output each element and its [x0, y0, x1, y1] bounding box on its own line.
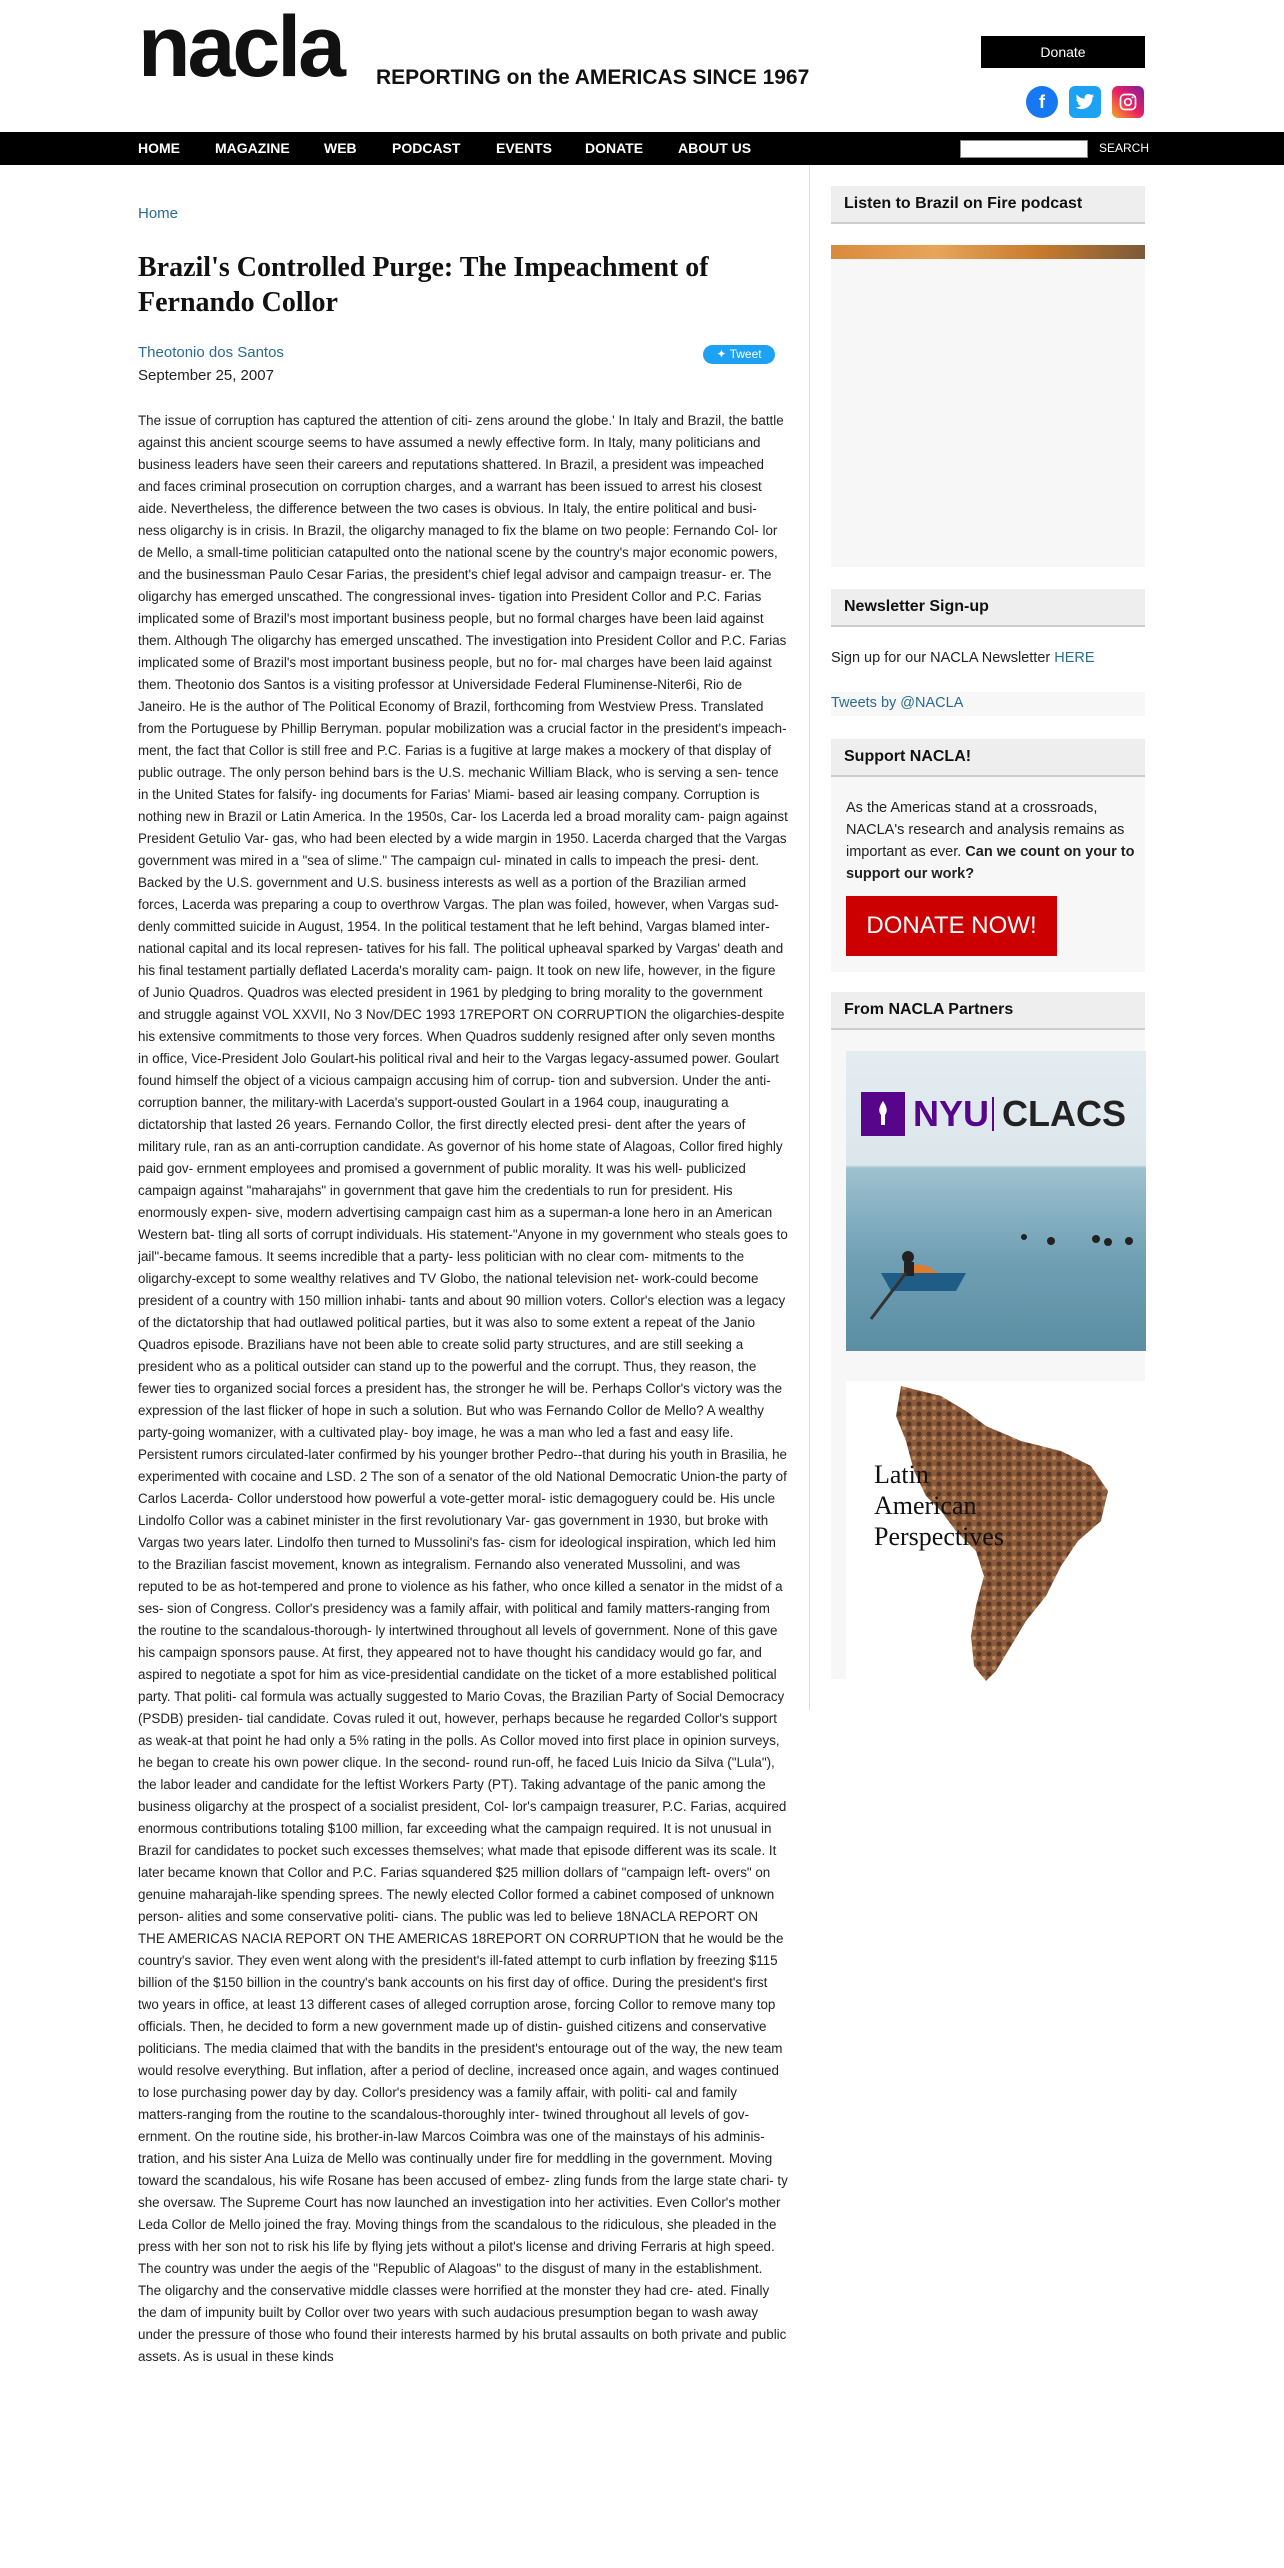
site-tagline: REPORTING on the AMERICAS SINCE 1967	[376, 66, 810, 89]
main-nav	[0, 132, 1284, 165]
article-author[interactable]: Theotonio dos Santos	[138, 344, 284, 361]
clacs-label: CLACS	[1002, 1093, 1126, 1134]
nav-web[interactable]: WEB	[324, 140, 357, 156]
lap-ad[interactable]	[846, 1381, 1146, 1681]
newsletter-text	[831, 650, 1095, 666]
donate-now-button[interactable]: DONATE NOW!	[846, 896, 1057, 956]
partners-heading: From NACLA Partners	[831, 992, 1145, 1030]
support-ask: Can we count on your to support our work?	[846, 844, 1135, 882]
nyu-label: NYU	[913, 1093, 990, 1134]
lap-line-2: American	[874, 1491, 977, 1520]
site-header	[0, 0, 1284, 132]
article-date: September 25, 2007	[138, 367, 274, 384]
nav-podcast[interactable]: PODCAST	[392, 140, 461, 156]
instagram-icon[interactable]	[1112, 86, 1144, 118]
lap-title	[874, 1459, 1004, 1552]
tweets-widget	[831, 692, 1145, 716]
site-logo[interactable]: nacla	[138, 0, 343, 95]
support-text	[846, 797, 1136, 885]
nyu-clacs-ad[interactable]	[846, 1051, 1146, 1351]
tweet-label: Tweet	[729, 347, 762, 361]
nav-donate[interactable]: DONATE	[585, 140, 644, 156]
podcast-heading: Listen to Brazil on Fire podcast	[831, 186, 1145, 224]
article-body: The issue of corruption has captured the attention of citi- zens around the globe.' In Italy and Brazil, the battle against this ancient scourge seems to have assumed a newly effective form. In Italy, many politicians and business leaders have seen their careers and reputations shattered. In Brazil, a president was impeached and faces criminal prosecution on corruption charges, and a warrant has been issued to arrest his closest aide. Nevertheless, the difference between the two cases is obvious. In Italy, the entire political and busi- ness oligarchy is in crisis. In Brazil, the oligarchy managed to fix the blame on two people: Fernando Col- lor de Mello, a small-time politician catapulted onto the national scene by the country's major economic powers, and the businessman Paulo Cesar Farias, the president's chief legal advisor and campaign treasur- er. The oligarchy has emerged unscathed. The congressional inves- tigation into President Collor and P.C. Farias implicated some of Brazil's most important business people, but no formal charges have been laid against them. Although The oligarchy has emerged unscathed. The investigation into President Collor and P.C. Farias implicated some of Brazil's most important business people, but no for- mal charges have been laid against them. Theotonio dos Santos is a visiting professor at Universidade Federal Fluminense-Niter6i, Rio de Janeiro. He is the author of The Political Economy of Brazil, forthcoming from Westview Press. Translated from the Portuguese by Phillip Berryman. popular mobilization was a crucial factor in the president's impeach- ment, the fact that Collor is still free and P.C. Farias is a fugitive at large makes a mockery of that display of public outrage. The only person behind bars is the U.S. mechanic William Black, who is serving a sen- tence in the United States for falsify- ing documents for Farias' Miami- based air leasing company. Corruption is nothing new in Brazil or Latin America. In the 1950s, Car- los Lacerda led a broad morality cam- paign against President Getulio Var- gas, who had been elected by a wide margin in 1950. Lacerda charged that the Vargas government was mired in a "sea of slime." The campaign cul- minated in calls to impeach the presi- dent. Backed by the U.S. government and U.S. business interests as well as a portion of the Brazilian armed forces, Lacerda was preparing a coup to overthrow Vargas. The plan was foiled, however, when Vargas sud- denly committed suicide in August, 1954. In the political testament that he left behind, Vargas blamed inter- national capital and its local represen- tatives for his fall. The political upheaval sparked by Vargas' death and his final testament partially deflated Lacerda's morality cam- paign. It took on new life, however, in the figure of Junio Quadros. Quadros was elected president in 1961 by pledging to bring morality to the government and struggle against VOL XXVII, No 3 Nov/DEC 1993 17REPORT ON CORRUPTION the oligarchies-despite his extensive commitments to those very forces. When Quadros suddenly resigned after only seven months in office, Vice-President Jolo Goulart-his political rival and heir to the Vargas legacy-assumed power. Goulart found himself the object of a vicious campaign accusing him of corrup- tion and subversion. Under the anti-corruption banner, the military-with Lacerda's support-ousted Goulart in a 1964 coup, inaugurating a dictatorship that lasted 26 years. Fernando Collor, the first directly elected presi- dent after the years of military rule, ran as an anti-corruption candidate. As governor of his home state of Alagoas, Collor fired highly paid gov- ernment employees and promised a government of public morality. It was his well- publicized campaign against "maharajahs" in government that gave him the credentials to run for president. His enormously expen- sive, modern advertising campaign cast him as a superman-a lone hero in an American Western bat- tling all sorts of corrupt individuals. His statement-"Anyone in my government who steals goes to jail"-became famous. It seems incredible that a party- less politician with no clear com- mitments to the oligarchy-except to some wealthy relatives and TV Globo, the national television net- work-could become president of a country with 150 million inhabi- tants and about 90 million voters. Collor's election was a legacy of the dictatorship that had outlawed political parties, but it was also to some extent a repeat of the Janio Quadros episode. Brazilians have not been able to create solid party structures, and are still seeking a president who as a political outsider can stand up to the powerful and the corrupt. Thus, they reason, the fewer ties to organized social forces a president has, the stronger he will be. Perhaps Collor's victory was the expression of the last flicker of hope in such a solution. But who was Fernando Collor de Mello? A wealthy party-going womanizer, with a cultivated play- boy image, he was a man who led a fast and easy life. Persistent rumors circulated-later confirmed by his younger brother Pedro--that during his youth in Brasilia, he experimented with cocaine and LSD. 2 The son of a senator of the old National Democratic Union-the party of Carlos Lacerda- Collor understood how powerful a vote-getter moral- istic demagoguery could be. His uncle Lindolfo Collor was a cabinet minister in the first revolutionary Var- gas government in 1930, but broke with Vargas two years later. Lindolfo then turned to Mussolini's fas- cism for ideological inspiration, which led him to the Brazilian fascist movement, known as integralism. Fernando also venerated Mussolini, and was reputed to be as hot-tempered and prone to violence as his father, who once killed a senator in the midst of a ses- sion of Congress. Collor's presidency was a family affair, with political and family matters-ranging from the routine to the scandalous-thorough- ly intertwined throughout all levels of government. None of this gave his campaign sponsors pause. At first, they appeared not to have thought his candidacy would go far, and aspired to negotiate a spot for him as vice-presidential candidate on the ticket of a more established political party. That politi- cal formula was actually suggested to Mario Covas, the Brazilian Party of Social Democracy (PSDB) presiden- tial candidate. Covas ruled it out, however, perhaps because he regarded Collor's support as weak-at that point he had only a 5% rating in the polls. As Collor moved into first place in opinion surveys, he began to create his own power clique. In the second- round run-off, he faced Luis Inicio da Silva ("Lula"), the labor leader and candidate for the leftist Workers Party (PT). Taking advantage of the panic among the business oligarchy at the prospect of a socialist president, Col- lor's campaign treasurer, P.C. Farias, acquired enormous contributions totaling $100 million, far exceeding what the campaign required. It is not unusual in Brazil for candidates to pocket such excesses themselves; what made that episode different was its scale. It later became known that Collor and P.C. Farias squandered $25 million dollars of "campaign left- overs" on genuine maharajah-like spending sprees. The newly elected Collor formed a cabinet composed of unknown person- alities and some conservative politi- cians. The public was led to believe 18NACLA REPORT ON THE AMERICAS NACIA REPORT ON THE AMERICAS 18REPORT ON CORRUPTION that he would be the country's savior. They even went along with the president's ill-fated attempt to curb inflation by freezing $115 billion of the $150 billion in the country's bank accounts on his first day of office. During the president's first two years in office, at least 13 different cases of alleged corruption arose, forcing Collor to remove many top officials. Then, he decided to form a new government made up of distin- guished citizens and conservative politicians. The media claimed that with the bandits in the president's entourage out of the way, the new team would resolve everything. But inflation, after a period of decline, increased once again, and wages continued to lose purchasing power day by day. Collor's presidency was a family affair, with politi- cal and family matters-ranging from the routine to the scandalous-thoroughly inter- twined throughout all levels of gov- ernment. On the routine side, his brother-in-law Marcos Coimbra was one of the mainstays of his adminis- tration, and his sister Ana Luiza de Mello was continually under fire for meddling in the government. Moving toward the scandalous, his wife Rosane has been accused of embez- zling funds from the large state chari- ty she oversaw. The Supreme Court has now launched an investigation into her activities. Even Collor's mother Leda Collor de Mello joined the fray. Moving things from the scandalous to the ridiculous, she pleaded in the press with her son not to risk his life by flying jets without a pilot's license and driving Ferraris at high speed. The country was under the aegis of the "Republic of Alagoas" to the disgust of many in the establishment. The oligarchy and the conservative middle classes were horrified at the monster they had cre- ated. Finally the dam of impunity built by Collor over two years with such audacious presumption began to wash away under the pressure of those who found their interests harmed by his brutal assaults on both private and public assets. As is usual in these kinds	[138, 413, 788, 2364]
newsletter-heading: Newsletter Sign-up	[831, 589, 1145, 627]
lap-line-1: Latin	[874, 1460, 929, 1489]
support-heading: Support NACLA!	[831, 739, 1145, 777]
nav-magazine[interactable]: MAGAZINE	[215, 140, 290, 156]
support-copy: As the Americas stand at a crossroads, NACLA's research and analysis remains as important as ever.	[846, 800, 1125, 860]
nav-events[interactable]: EVENTS	[496, 140, 553, 156]
article-title: Brazil's Controlled Purge: The Impeachment of Fernando Collor	[138, 252, 709, 318]
column-divider	[809, 165, 810, 1710]
donate-button[interactable]: Donate	[981, 36, 1145, 68]
twitter-bird-icon: ✦	[716, 347, 727, 361]
newsletter-copy: Sign up for our NACLA Newsletter	[831, 650, 1051, 666]
tweets-link[interactable]: Tweets by @NACLA	[831, 695, 964, 711]
facebook-icon[interactable]: f	[1026, 86, 1058, 118]
breadcrumb[interactable]: Home	[138, 205, 179, 222]
boat-scene	[846, 1051, 1146, 1351]
search-input[interactable]	[960, 140, 1088, 158]
lap-line-3: Perspectives	[874, 1522, 1004, 1551]
newsletter-link[interactable]: HERE	[1054, 650, 1095, 666]
nav-about-us[interactable]: ABOUT US	[678, 140, 752, 156]
search-button[interactable]: SEARCH	[1099, 141, 1150, 155]
podcast-embed[interactable]	[831, 245, 1145, 567]
podcast-banner-strip	[831, 245, 1145, 259]
twitter-icon[interactable]	[1069, 86, 1101, 118]
nav-home[interactable]: HOME	[138, 140, 180, 156]
tweet-button[interactable]	[703, 345, 775, 364]
